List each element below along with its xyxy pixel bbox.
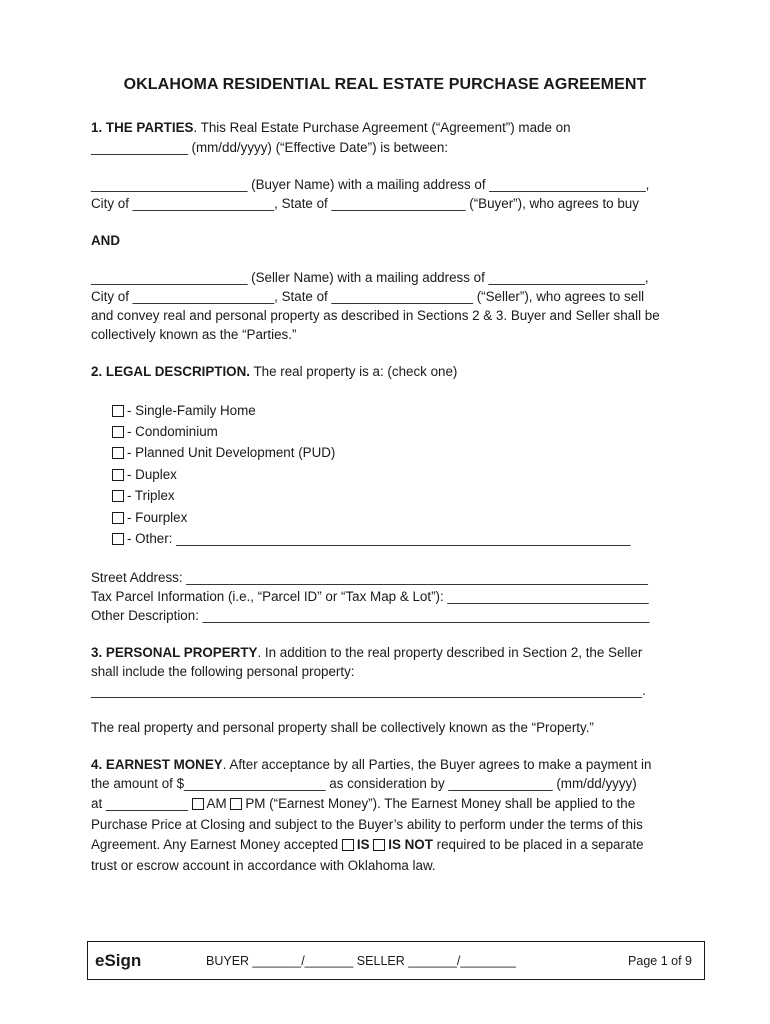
legal-heading-line: 2. LEGAL DESCRIPTION. The real property is a: (check one) bbox=[91, 364, 458, 379]
earnest-line-1: 4. EARNEST MONEY. After acceptance by all Parties, the Buyer agrees to make a payment in bbox=[91, 757, 652, 772]
personal-line-2: shall include the following personal property: bbox=[91, 664, 355, 679]
and-label: AND bbox=[91, 233, 121, 248]
personal-property-field[interactable]: __________________________________________________________________________. bbox=[91, 683, 646, 698]
buyer-line-2: City of ___________________, State of __________________ (“Buyer”), who agrees to buy bbox=[91, 196, 639, 211]
earnest-line-5: Agreement. Any Earnest Money accepted IS IS NOT required to be placed in a separate bbox=[91, 837, 644, 852]
seller-line-4: collectively known as the “Parties.” bbox=[91, 327, 297, 342]
street-address-field[interactable]: Street Address: ______________________________________________________________ bbox=[91, 570, 648, 585]
is-not-checkbox-icon[interactable] bbox=[373, 839, 385, 851]
legal-heading: 2. LEGAL DESCRIPTION. bbox=[91, 364, 250, 379]
option-single-family[interactable]: - Single-Family Home bbox=[112, 403, 256, 419]
buyer-line-1: _____________________ (Buyer Name) with a mailing address of _____________________, bbox=[91, 177, 650, 192]
parties-line-1: 1. THE PARTIES. This Real Estate Purchase Agreement (“Agreement”) made on bbox=[91, 120, 571, 135]
page-number: Page 1 of 9 bbox=[628, 954, 692, 968]
is-checkbox-icon[interactable] bbox=[342, 839, 354, 851]
option-duplex[interactable]: - Duplex bbox=[112, 467, 177, 483]
tax-parcel-field[interactable]: Tax Parcel Information (i.e., “Parcel ID” or “Tax Map & Lot”): ___________________________ bbox=[91, 589, 649, 604]
option-condominium[interactable]: - Condominium bbox=[112, 424, 218, 440]
option-fourplex[interactable]: - Fourplex bbox=[112, 510, 187, 526]
seller-line-3: and convey real and personal property as described in Sections 2 & 3. Buyer and Seller shall be bbox=[91, 308, 660, 323]
other-description-field[interactable]: Other Description: ____________________________________________________________ bbox=[91, 608, 650, 623]
earnest-line-2: the amount of $___________________ as consideration by ______________ (mm/dd/yyyy) bbox=[91, 776, 637, 791]
earnest-line-4: Purchase Price at Closing and subject to the Buyer’s ability to perform under the terms of this bbox=[91, 817, 643, 832]
checkbox-icon[interactable] bbox=[112, 447, 124, 459]
parties-heading: 1. THE PARTIES bbox=[91, 120, 194, 135]
personal-line-1: 3. PERSONAL PROPERTY. In addition to the real property described in Section 2, the Seller bbox=[91, 645, 643, 660]
checkbox-icon[interactable] bbox=[112, 469, 124, 481]
parties-line-2: _____________ (mm/dd/yyyy) (“Effective Date”) is between: bbox=[91, 140, 449, 155]
option-pud[interactable]: - Planned Unit Development (PUD) bbox=[112, 445, 335, 461]
checkbox-icon[interactable] bbox=[112, 512, 124, 524]
seller-line-2: City of ___________________, State of ___________________ (“Seller”), who agrees to sell bbox=[91, 289, 645, 304]
initials-field[interactable]: BUYER _______/_______ SELLER _______/________ bbox=[206, 954, 516, 968]
esign-logo: eSign bbox=[95, 951, 142, 970]
checkbox-icon[interactable] bbox=[112, 533, 124, 545]
earnest-heading: 4. EARNEST MONEY bbox=[91, 757, 223, 772]
earnest-line-3: at ___________ AM PM (“Earnest Money”). The Earnest Money shall be applied to the bbox=[91, 796, 636, 811]
option-triplex[interactable]: - Triplex bbox=[112, 488, 175, 504]
earnest-line-6: trust or escrow account in accordance with Oklahoma law. bbox=[91, 858, 436, 873]
property-definition: The real property and personal property shall be collectively known as the “Property.” bbox=[91, 720, 594, 735]
checkbox-icon[interactable] bbox=[112, 490, 124, 502]
checkbox-icon[interactable] bbox=[112, 426, 124, 438]
am-checkbox-icon[interactable] bbox=[192, 798, 204, 810]
checkbox-icon[interactable] bbox=[112, 405, 124, 417]
pm-checkbox-icon[interactable] bbox=[230, 798, 242, 810]
seller-line-1: _____________________ (Seller Name) with a mailing address of _____________________, bbox=[91, 270, 649, 285]
option-other[interactable]: - Other: _____________________________________________________________ bbox=[112, 531, 630, 547]
document-title: OKLAHOMA RESIDENTIAL REAL ESTATE PURCHASE AGREEMENT bbox=[123, 76, 647, 93]
page-footer bbox=[87, 941, 705, 980]
personal-heading: 3. PERSONAL PROPERTY bbox=[91, 645, 258, 660]
